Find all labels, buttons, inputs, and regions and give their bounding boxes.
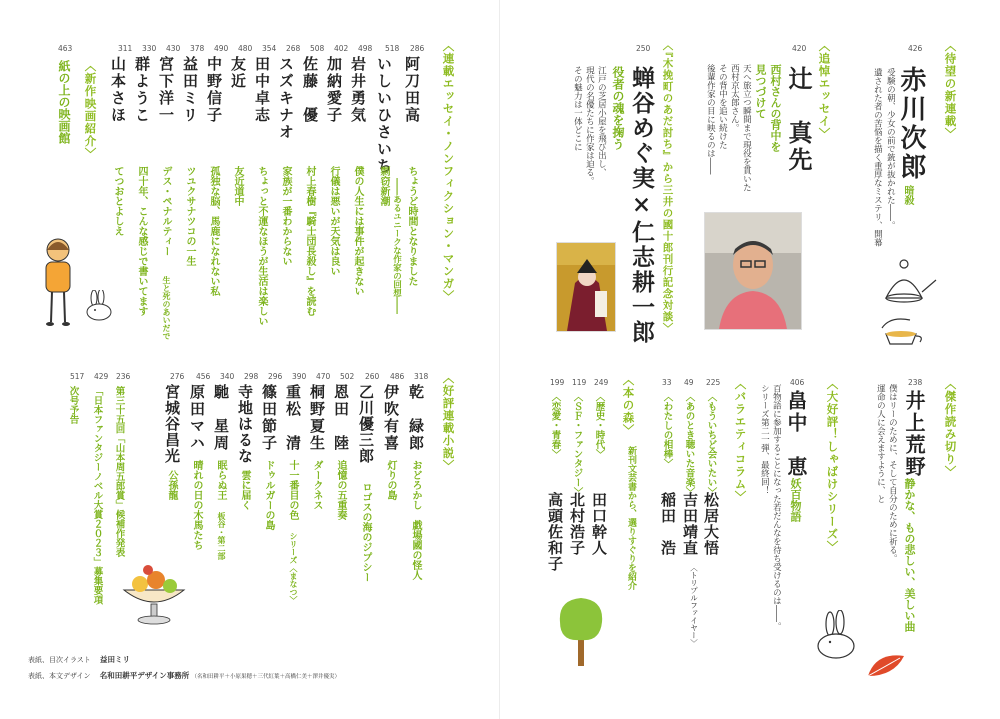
essay-1-author: 阿刀田高 bbox=[403, 56, 421, 124]
serial-title: 暗殺 bbox=[902, 185, 913, 205]
tree-illustration bbox=[556, 596, 606, 668]
novel-9-author: 馳 星周 bbox=[212, 384, 230, 452]
essay-6-author: スズキナオ bbox=[277, 56, 295, 141]
novel-3-author: 乙川優三郎 bbox=[357, 384, 375, 464]
novel-8-title: 雲に届く bbox=[239, 470, 250, 510]
essay-11-subtitle: 生と死のあいだで bbox=[162, 276, 171, 340]
memorial-desc-3: その背中を追い続けた bbox=[717, 64, 728, 149]
essay-8-page-number: 480 bbox=[238, 44, 253, 53]
variety-2-sub: 〈トリプルファイヤー〉 bbox=[689, 564, 699, 647]
talk-title: 役者の魂を掬う bbox=[611, 66, 625, 150]
popular-category: 〈大好評！しゃばけシリーズ〉 bbox=[825, 378, 840, 553]
novel-10-author: 原田マハ bbox=[188, 384, 206, 452]
novel-2-title: 灯りの島 bbox=[385, 460, 396, 500]
award-1-page-number: 236 bbox=[116, 372, 131, 381]
variety-3-tag: 〈わたしの相棒〉 bbox=[661, 392, 673, 468]
essay-9-title: 孤独な脳、馬鹿になれない私 bbox=[208, 166, 219, 296]
memorial-author: 辻 真先 bbox=[784, 66, 813, 174]
novel-9-extra: 板谷・第二部 bbox=[217, 512, 226, 560]
novel-1-author: 乾 緑郎 bbox=[407, 384, 425, 452]
popular-desc-1: 百物語に参加することになった若だんなを待ち受けるのは――。 bbox=[771, 384, 782, 631]
essay-1-title: ちょうど時間となりました bbox=[406, 166, 417, 286]
masterpiece-page-number: 238 bbox=[908, 378, 923, 387]
essay-13-page-number: 311 bbox=[118, 44, 133, 53]
novel-1-title: おどろかし 戯場國の怪人 bbox=[410, 460, 421, 580]
books-1-author: 田口幹人 bbox=[590, 492, 608, 556]
novel-6-page-number: 390 bbox=[292, 372, 307, 381]
novel-7-page-number: 296 bbox=[268, 372, 283, 381]
child-illustration bbox=[38, 236, 78, 328]
film-title: 紙の上の映画館 bbox=[57, 60, 71, 144]
award-3-page-number: 517 bbox=[70, 372, 85, 381]
books-subtitle: 新刊文芸書から、選りすぐりを紹介 bbox=[626, 446, 636, 590]
talk-page-number: 250 bbox=[636, 44, 651, 53]
talk-desc-3: その魅力は一体どこに bbox=[572, 66, 583, 151]
memorial-desc-4: 後輩作家の目に映るのは―― bbox=[705, 64, 716, 175]
masterpiece-title: 静かな、もの悲しい、美しい曲 bbox=[903, 478, 916, 632]
memorial-title-1: 西村さんの背中を bbox=[769, 64, 782, 152]
masterpiece-desc-2: 運命の人に会えますように、と bbox=[875, 384, 886, 503]
novel-11-page-number: 276 bbox=[170, 372, 185, 381]
novel-5-title: ダークネス bbox=[311, 460, 322, 510]
memorial-page-number: 420 bbox=[792, 44, 807, 53]
memorial-category: 〈追悼エッセイ〉 bbox=[817, 40, 832, 140]
books-2-author: 北村浩子 bbox=[568, 492, 586, 556]
novel-7-author: 篠田節子 bbox=[260, 384, 278, 452]
essay-3-author: 岩井勇気 bbox=[349, 56, 367, 124]
novel-6-extra: シリーズ〈まなつ〉 bbox=[289, 532, 298, 604]
essay-2-title: 剽窃新潮 bbox=[378, 166, 389, 206]
essay-11-page-number: 430 bbox=[166, 44, 181, 53]
award-1-text: 第三十五回「山本周五郎賞」候補作発表 bbox=[113, 386, 125, 557]
essay-7-page-number: 354 bbox=[262, 44, 277, 53]
variety-2-page-number: 49 bbox=[684, 378, 694, 387]
essay-4-page-number: 402 bbox=[334, 44, 349, 53]
masterpiece-category: 〈傑作読み切り〉 bbox=[943, 378, 958, 478]
novel-4-title: 追憶の五重奏 bbox=[335, 460, 346, 520]
books-1-tag: 〈歴史・時代〉 bbox=[593, 392, 605, 459]
essay-8-title: 友近道中 bbox=[232, 166, 243, 206]
variety-2-tag: 〈あのとき聴いた音楽〉 bbox=[683, 392, 695, 497]
credits-1-value: 益田ミリ bbox=[100, 655, 131, 664]
masterpiece-desc-1: 僕はリーのために、そして自分のために祈る。 bbox=[887, 384, 898, 563]
essay-11-title: デス・ペナルティー bbox=[160, 166, 171, 256]
essay-11-author: 宮下洋一 bbox=[157, 56, 175, 124]
books-2-page-number: 119 bbox=[572, 378, 587, 387]
essay-13-title: てつおとよしえ bbox=[112, 166, 123, 236]
essay-6-page-number: 268 bbox=[286, 44, 301, 53]
popular-page-number: 406 bbox=[790, 378, 805, 387]
novel-11-author: 宮城谷昌光 bbox=[163, 384, 181, 464]
award-2-text: 「日本ファンタジーノベル大賞２０２３」募集要項 bbox=[91, 386, 103, 605]
novel-5-author: 桐野夏生 bbox=[308, 384, 326, 452]
author-portrait-photo bbox=[704, 212, 802, 330]
novel-6-title: 十一番目の色 bbox=[287, 460, 298, 520]
serial-desc-2: 遺された者の苦悩を描く重厚なミステリ、開幕 bbox=[872, 68, 883, 247]
novel-11-title: 公孫龍 bbox=[166, 470, 177, 500]
novel-5-page-number: 470 bbox=[316, 372, 331, 381]
memorial-desc-2: 西村京太郎さん。 bbox=[729, 64, 740, 132]
essay-category: 〈連載エッセイ・ノンフィクション・マンガ〉 bbox=[441, 40, 456, 303]
novel-7-title: ドゥルガーの島 bbox=[263, 460, 274, 530]
essay-12-page-number: 330 bbox=[142, 44, 157, 53]
book-cover-image bbox=[556, 242, 616, 332]
novel-4-author: 恩田 陸 bbox=[332, 384, 350, 452]
popular-author: 畠中 恵 bbox=[784, 390, 808, 478]
credits-1-label: 表紙、目次イラスト bbox=[28, 656, 91, 664]
essay-5-page-number: 508 bbox=[310, 44, 325, 53]
essay-6-title: 家族が一番わからない bbox=[280, 166, 291, 266]
essay-7-title: ちょっと不運なほうが生活は楽しい bbox=[256, 166, 267, 326]
variety-2-author: 吉田靖直 bbox=[681, 492, 699, 556]
rabbit-illustration-right bbox=[812, 610, 864, 662]
essay-12-author: 群ようこ bbox=[133, 56, 151, 124]
essay-7-author: 田中卓志 bbox=[253, 56, 271, 124]
novel-3-page-number: 260 bbox=[365, 372, 380, 381]
essay-4-author: 加納愛子 bbox=[325, 56, 343, 124]
essay-10-author: 益田ミリ bbox=[181, 56, 199, 124]
film-category: 〈新作映画紹介〉 bbox=[83, 60, 98, 160]
novels-category: 〈好評連載小説〉 bbox=[441, 372, 456, 472]
novel-2-page-number: 486 bbox=[390, 372, 405, 381]
film-page-number: 463 bbox=[58, 44, 73, 53]
essay-13-author: 山本さほ bbox=[109, 56, 127, 124]
books-3-author: 高頭佐和子 bbox=[546, 492, 564, 572]
talk-category: 〈『木挽町のあだ討ち』から三井の國十郎刊行記念対談〉 bbox=[661, 40, 674, 334]
essay-2-page-number: 518 bbox=[385, 44, 400, 53]
novel-2-author: 伊吹有喜 bbox=[382, 384, 400, 452]
essay-10-title: ツユクサナツコの一生 bbox=[184, 166, 195, 266]
books-category: 〈本の森〉 bbox=[621, 374, 636, 437]
talk-persons: 蝉谷めぐ実×仁志耕一郎 bbox=[628, 66, 655, 345]
essay-4-title: 行儀は悪いが天気は良い bbox=[328, 166, 339, 276]
credits-line-2 bbox=[28, 670, 340, 681]
essay-1-subtitle: ――あるユニークな作家の回想―― bbox=[391, 178, 402, 314]
page-spine bbox=[499, 0, 500, 719]
books-3-page-number: 199 bbox=[550, 378, 565, 387]
popular-title: 妖百物語 bbox=[789, 478, 802, 522]
memorial-title-2: 見つづけて bbox=[754, 64, 767, 119]
talk-desc-2: 現代の名優たちに作家は迫る。 bbox=[584, 66, 595, 185]
novel-4-page-number: 502 bbox=[340, 372, 355, 381]
essay-3-page-number: 498 bbox=[358, 44, 373, 53]
essay-12-title: 四十年、こんな感じで書いてます bbox=[136, 166, 147, 316]
novel-10-page-number: 456 bbox=[196, 372, 211, 381]
books-3-tag: 〈恋愛・青春〉 bbox=[549, 392, 561, 459]
credits-2-note: （名和田耕平＋小原果穂＋三代紅葉＋高橋仁美＋澤井優実） bbox=[191, 674, 340, 680]
novel-10-title: 晴れの日の木馬たち bbox=[191, 460, 202, 550]
essay-5-author: 佐藤 優 bbox=[301, 56, 319, 124]
novel-1-page-number: 318 bbox=[414, 372, 429, 381]
serial-page-number: 426 bbox=[908, 44, 923, 53]
novel-8-author: 寺地はるな bbox=[236, 384, 254, 464]
novel-9-title: 眠らぬ王 bbox=[215, 460, 226, 500]
masterpiece-author: 井上荒野 bbox=[902, 390, 926, 478]
credits-2-value: 名和田耕平デザイン事務所 bbox=[99, 671, 190, 680]
essay-10-page-number: 378 bbox=[190, 44, 205, 53]
red-leaf-illustration bbox=[866, 650, 906, 680]
books-1-page-number: 249 bbox=[594, 378, 609, 387]
novel-6-author: 重松 清 bbox=[284, 384, 302, 452]
award-2-page-number: 429 bbox=[94, 372, 109, 381]
serial-author: 赤川次郎 bbox=[896, 66, 926, 182]
essay-3-title: 僕の人生には事件が起きない bbox=[352, 166, 363, 296]
essay-9-author: 中野信子 bbox=[205, 56, 223, 124]
books-2-tag: 〈ＳＦ・ファンタジー〉 bbox=[571, 392, 583, 497]
essay-8-author: 友近 bbox=[229, 56, 247, 90]
popular-desc-2: シリーズ第二一弾、最終回！ bbox=[759, 384, 770, 495]
essay-9-page-number: 490 bbox=[214, 44, 229, 53]
award-3-text: 次号予告 bbox=[67, 386, 79, 424]
variety-3-author: 稲田 浩 bbox=[659, 492, 677, 556]
novel-3-title: ロゴスの海のジプシー bbox=[360, 482, 371, 582]
credits-2-label: 表紙、本文デザイン bbox=[28, 672, 91, 680]
variety-1-author: 松居大悟 bbox=[702, 492, 720, 556]
novel-9-page-number: 340 bbox=[220, 372, 235, 381]
serial-category: 〈待望の新連載〉 bbox=[943, 40, 958, 140]
essay-1-page-number: 286 bbox=[410, 44, 425, 53]
essay-2-author: いしいひさいち bbox=[375, 56, 393, 175]
variety-1-page-number: 225 bbox=[706, 378, 721, 387]
serial-desc-1: 受験の朝、少女の前で銃が抜かれた――。 bbox=[885, 68, 896, 230]
memorial-desc-1: 天へ旅立つ瞬間まで現役を貫いた bbox=[741, 64, 752, 192]
variety-1-tag: 〈もういちど会いたい〉 bbox=[705, 392, 717, 497]
teapot-illustration bbox=[880, 258, 940, 348]
rabbit-illustration-left bbox=[84, 290, 114, 322]
credits-line-1 bbox=[28, 654, 130, 665]
essay-5-title: 村上春樹『騎士団長殺し』を読む bbox=[304, 166, 315, 316]
talk-desc-1: 江戸の芝居小屋を飛び出し、 bbox=[596, 66, 607, 177]
fruit-bowl-illustration bbox=[118, 560, 190, 628]
novel-8-page-number: 298 bbox=[244, 372, 259, 381]
variety-3-page-number: 33 bbox=[662, 378, 672, 387]
variety-category: 〈バラエティコラム〉 bbox=[733, 378, 748, 503]
